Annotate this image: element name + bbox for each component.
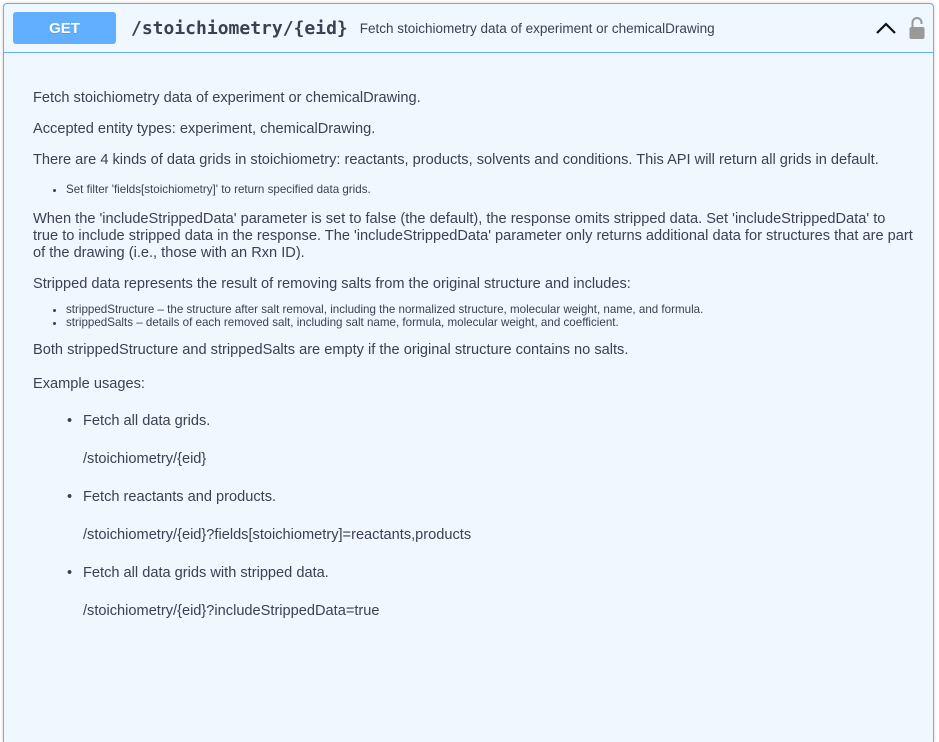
lock-icon[interactable] [907,15,927,41]
empty-note-text: Both strippedStructure and strippedSalts are empty if the original structure contains no salts. [33,342,629,358]
method-badge: GET [13,12,116,44]
list-item [62,413,913,468]
example-list [33,413,913,620]
operation-summary-description: Fetch stoichiometry data of experiment or chemicalDrawing [359,20,715,36]
list-item [62,565,913,620]
example-title: • Fetch reactants and products. [62,489,913,506]
list-item: • Set filter 'fields[stoichiometry]' to return specified data grids. [66,183,913,196]
example-heading: Example usages: [33,376,145,392]
stripped-fields-list [33,303,913,329]
operation-summary[interactable] [4,4,933,53]
data-grids-text: There are 4 kinds of data grids in stoichiometry: reactants, products, solvents and conditions. This API will return all grids in default. [33,152,879,168]
example-title: • Fetch all data grids. [62,413,913,430]
example-path: /stoichiometry/{eid}?includeStrippedData=true [83,603,380,619]
accepted-types-text: Accepted entity types: experiment, chemicalDrawing. [33,121,376,137]
list-item: • strippedSalts – details of each removed salt, including salt name, formula, molecular weight, and coefficient. [66,316,913,329]
chevron-up-icon[interactable] [873,15,899,41]
operation-description [4,53,933,620]
example-path: /stoichiometry/{eid}?fields[stoichiometry]=reactants,products [83,527,472,543]
list-item [62,489,913,544]
stripped-definition-text: Stripped data represents the result of removing salts from the original structure and includes: [33,276,631,292]
operation-block-get-stoichiometry [3,3,934,742]
example-path: /stoichiometry/{eid} [83,451,207,467]
operation-path: /stoichiometry/{eid} [131,17,348,39]
grid-filter-list [33,183,913,196]
example-title: • Fetch all data grids with stripped data. [62,565,913,582]
intro-text: Fetch stoichiometry data of experiment or chemicalDrawing. [33,90,421,106]
stripped-param-text: When the 'includeStrippedData' parameter is set to false (the default), the response omits stripped data. Set 'includeStrippedData' to true to include stripped data in the response. The 'includeStrippedData' parameter only returns additional data for structures that are part of the drawing (i.e., those with an Rxn ID). [33,211,913,261]
list-item: • strippedStructure – the structure after salt removal, including the normalized structure, molecular weight, name, and formula. [66,303,913,316]
